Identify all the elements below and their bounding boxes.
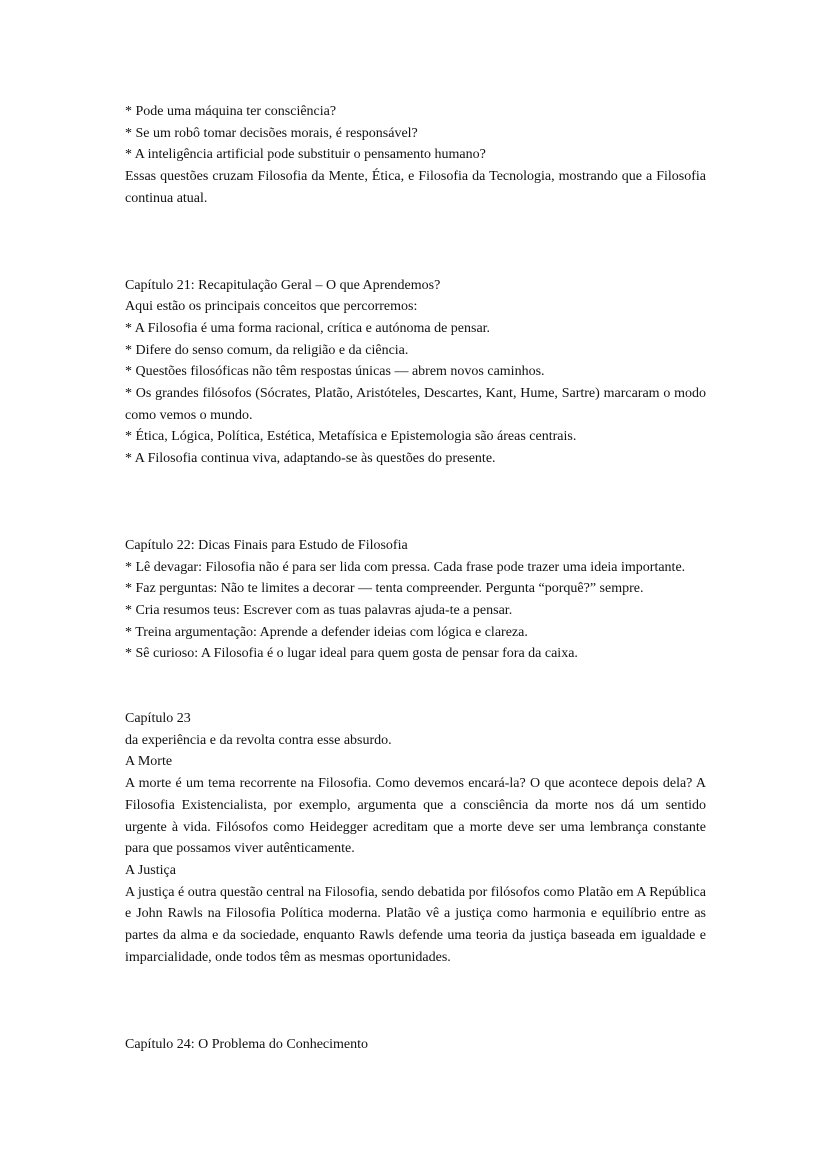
list-item: * Faz perguntas: Não te limites a decorar — tenta compreender. Pergunta “porquê?” sempre. [125,581,644,597]
chapter-21-intro: Aqui estão os principais conceitos que percorremos: [125,299,418,315]
section-title-death: A Morte [125,754,173,770]
list-item: * Ética, Lógica, Política, Estética, Metafísica e Epistemologia são áreas centrais. [125,429,577,445]
list-item: * Sê curioso: A Filosofia é o lugar ideal para quem gosta de pensar fora da caixa. [125,646,578,662]
list-item: * Difere do senso comum, da religião e da ciência. [125,342,409,358]
chapter-22-section [125,535,706,665]
list-item: * Treina argumentação: Aprende a defender ideias com lógica e clareza. [125,624,528,640]
chapter-22-heading: Capítulo 22: Dicas Finais para Estudo de Filosofia [125,537,408,553]
chapter-23-fragment: da experiência e da revolta contra esse absurdo. [125,732,392,748]
chapter-23-section [125,708,706,968]
intro-section [125,101,706,210]
list-item: * A Filosofia continua viva, adaptando-se às questões do presente. [125,451,496,467]
section-text-justice: A justiça é outra questão central na Filosofia, sendo debatida por filósofos como Platão em A República e John Rawls na Filosofia Política moderna. Platão vê a justiça como harmonia e equilíbrio entre as partes da alma e da sociedade, enquanto Rawls defende uma teoria da justiça baseada em igualdade e imparcialidade, onde todos têm as mesmas oportunidades. [125,884,706,965]
list-item: * Questões filosóficas não têm respostas únicas — abrem novos caminhos. [125,364,545,380]
list-item: * Lê devagar: Filosofia não é para ser lida com pressa. Cada frase pode trazer uma ideia importante. [125,559,686,575]
list-item: * Os grandes filósofos (Sócrates, Platão, Aristóteles, Descartes, Kant, Hume, Sartre) marcaram o modo como vemos o mundo. [125,386,706,423]
section-text-death: A morte é um tema recorrente na Filosofia. Como devemos encará-la? O que acontece depois dela? A Filosofia Existencialista, por exemplo, argumenta que a consciência da morte nos dá um sentido urgente à vida. Filósofos como Heidegger acreditam que a morte deve ser uma lembrança constante para que possamos viver autênticamente. [125,776,706,857]
chapter-21-heading: Capítulo 21: Recapitulação Geral – O que Aprendemos? [125,277,441,293]
list-item: * A inteligência artificial pode substituir o pensamento humano? [125,147,486,163]
chapter-24-section [125,1034,706,1056]
intro-paragraph: Essas questões cruzam Filosofia da Mente, Ética, e Filosofia da Tecnologia, mostrando que a Filosofia continua atual. [125,169,706,206]
chapter-24-heading: Capítulo 24: O Problema do Conhecimento [125,1036,369,1052]
document-page [125,101,706,1055]
section-title-justice: A Justiça [125,862,176,878]
chapter-21-section [125,275,706,470]
list-item: * Cria resumos teus: Escrever com as tuas palavras ajuda-te a pensar. [125,602,513,618]
list-item: * Se um robô tomar decisões morais, é responsável? [125,125,418,141]
list-item: * Pode uma máquina ter consciência? [125,104,337,119]
chapter-23-heading: Capítulo 23 [125,711,191,727]
list-item: * A Filosofia é uma forma racional, crítica e autónoma de pensar. [125,320,491,336]
